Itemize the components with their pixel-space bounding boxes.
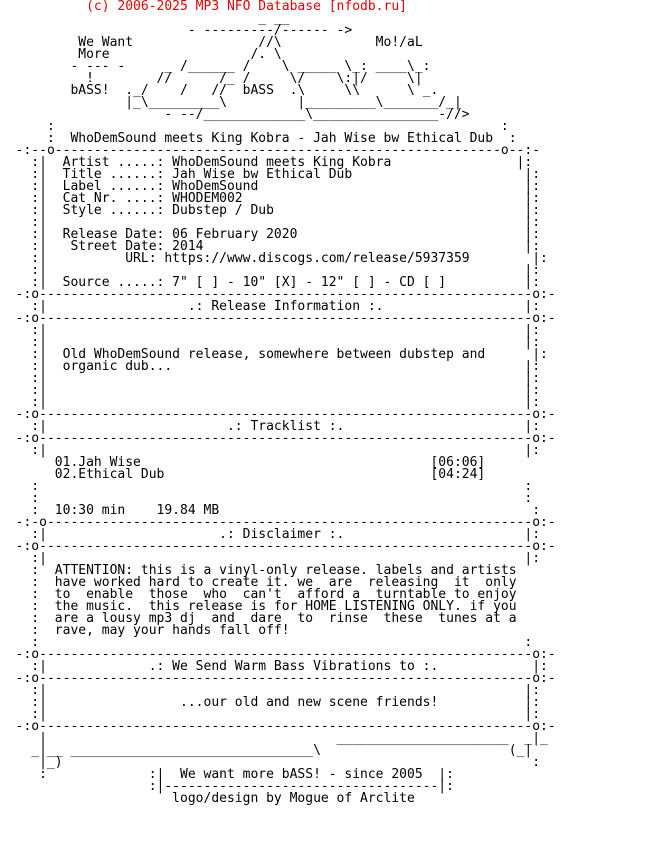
nfo-text-line: - --- - _ /______ / \ _____ \_: ____\_: xyxy=(0,59,431,74)
nfo-text-line: : : xyxy=(0,635,533,650)
nfo-text-line: :| Cat Nr. ....: WHODEM002 |: xyxy=(0,191,541,206)
nfo-text-line: : 10:30 min 19.84 MB : xyxy=(0,503,541,518)
nfo-text-line: :| Old WhoDemSound release, somewhere between dubstep and |: xyxy=(0,347,548,362)
nfo-text-line: _|__ _______________________________\ (_| xyxy=(0,743,533,758)
nfo-text-line: :| .: Release Information :. |: xyxy=(0,299,541,314)
nfo-text-line: :| .: Tracklist :. |: xyxy=(0,419,541,434)
nfo-text-line: | ______________________ _|_ xyxy=(0,731,548,746)
nfo-text-line: - --/_____________\________________-//> xyxy=(0,107,470,122)
nfo-text-line: -:o---------------------------------------------------------------o:- xyxy=(0,719,556,734)
nfo-text-line: ! // /_ / \/ \:|/ \| xyxy=(0,71,423,86)
nfo-text-line: :| |: xyxy=(0,683,541,698)
nfo-text-line: :| |: xyxy=(0,443,541,458)
nfo-text-line: :| Release Date: 06 February 2020 |: xyxy=(0,227,541,242)
nfo-text-line: :| Source .....: 7" [ ] - 10" [X] - 12" [ ] - CD [ ] |: xyxy=(0,275,541,290)
nfo-text-line: :| |: xyxy=(0,323,541,338)
nfo-text-line: bASS! ._/ / // bASS .\ \\ \ _. xyxy=(0,83,439,98)
nfo-text-line: 01.Jah Wise [06:06] xyxy=(0,455,486,470)
nfo-text-line: :| |: xyxy=(0,215,541,230)
nfo-text-line: We Want //\ Mo!/aL xyxy=(0,35,423,50)
nfo-text-line: :| Label ......: WhoDemSound |: xyxy=(0,179,541,194)
nfo-text-line: :| Title ......: Jah Wise bw Ethical Dub |: xyxy=(0,167,541,182)
nfo-text-line: :| |: xyxy=(0,263,541,278)
nfodb-header-line: (c) 2006-2025 MP3 NFO Database [nfodb.ru] xyxy=(0,0,407,14)
nfo-text-line: :| |: xyxy=(0,551,541,566)
nfo-text-line: : the music. this release is for HOME LISTENING ONLY. if you xyxy=(0,599,517,614)
nfo-text-line: :| Style ......: Dubstep / Dub |: xyxy=(0,203,541,218)
nfo-text-line: :| .: Disclaimer :. |: xyxy=(0,527,541,542)
nfo-text-line: 02.Ethical Dub [04:24] xyxy=(0,467,486,482)
nfo-text-line: : : xyxy=(0,119,509,134)
nfo-text-line: -:o---------------------------------------------------------------o:- xyxy=(0,311,556,326)
nfo-text-line: - ---------/------ -> xyxy=(0,23,353,38)
nfo-text-line: : : xyxy=(0,479,533,494)
nfo-text-line: :| .: We Send Warm Bass Vibrations to :. |: xyxy=(0,659,548,674)
nfo-text-line: : have worked hard to create it. we are releasing it only xyxy=(0,575,517,590)
nfo-text-line: :| |: xyxy=(0,707,541,722)
nfo-text-line: :| |: xyxy=(0,335,541,350)
nfo-text-line: -:o---------------------------------------------------------------o:- xyxy=(0,539,556,554)
nfo-text-line: :| ...our old and new scene friends! |: xyxy=(0,695,541,710)
nfo-text-line: -:o---------------------------------------------------------------o:- xyxy=(0,287,556,302)
nfo-text-line: :| organic dub... |: xyxy=(0,359,541,374)
nfo-text-line: :| |: xyxy=(0,383,541,398)
nfo-text-line: More /. \ xyxy=(0,47,282,62)
nfo-text-line: -:o---------------------------------------------------------------o:- xyxy=(0,647,556,662)
nfo-text-line: :| Street Date: 2014 |: xyxy=(0,239,541,254)
nfo-text-line: : ATTENTION: this is a vinyl-only release. labels and artists xyxy=(0,563,517,578)
nfo-text-line: : : xyxy=(0,491,533,506)
nfo-text-line: -:o---------------------------------------------------------------o:- xyxy=(0,671,556,686)
nfo-text-line: :| URL: https://www.discogs.com/release/5937359 |: xyxy=(0,251,548,266)
nfo-text-line: _ __ xyxy=(0,11,290,26)
nfo-text-line: :| |: xyxy=(0,371,541,386)
nfo-text-line: :|-----------------------------------|: xyxy=(0,779,454,794)
nfo-text-line: : are a lousy mp3 dj and dare to rinse these tunes at a xyxy=(0,611,517,626)
nfo-text-line: |_\_________\ |_________\_______/_| xyxy=(0,95,462,110)
nfo-text-line: :| |: xyxy=(0,395,541,410)
nfo-text-line: -:o---------------------------------------------------------------o:- xyxy=(0,407,556,422)
nfo-text-line: -:-o--------------------------------------------------------------o:- xyxy=(0,515,556,530)
nfo-text-line: -:--o---------------------------------------------------------o--:- xyxy=(0,143,541,158)
nfo-text-line: : WhoDemSound meets King Kobra - Jah Wise bw Ethical Dub : xyxy=(0,131,517,146)
nfo-text-line: logo/design by Mogue of Arclite xyxy=(0,791,415,806)
nfo-text-line: : rave, may your hands fall off! xyxy=(0,623,290,638)
nfo-text-line: |_) : xyxy=(0,755,541,770)
nfo-text-line: -:o---------------------------------------------------------------o:- xyxy=(0,431,556,446)
nfo-text-line: : to enable those who can't afford a turntable to enjoy xyxy=(0,587,517,602)
nfo-text-line: : :| We want more bASS! - since 2005 |: xyxy=(0,767,454,782)
nfo-text-line: :| Artist .....: WhoDemSound meets King Kobra |: xyxy=(0,155,533,170)
